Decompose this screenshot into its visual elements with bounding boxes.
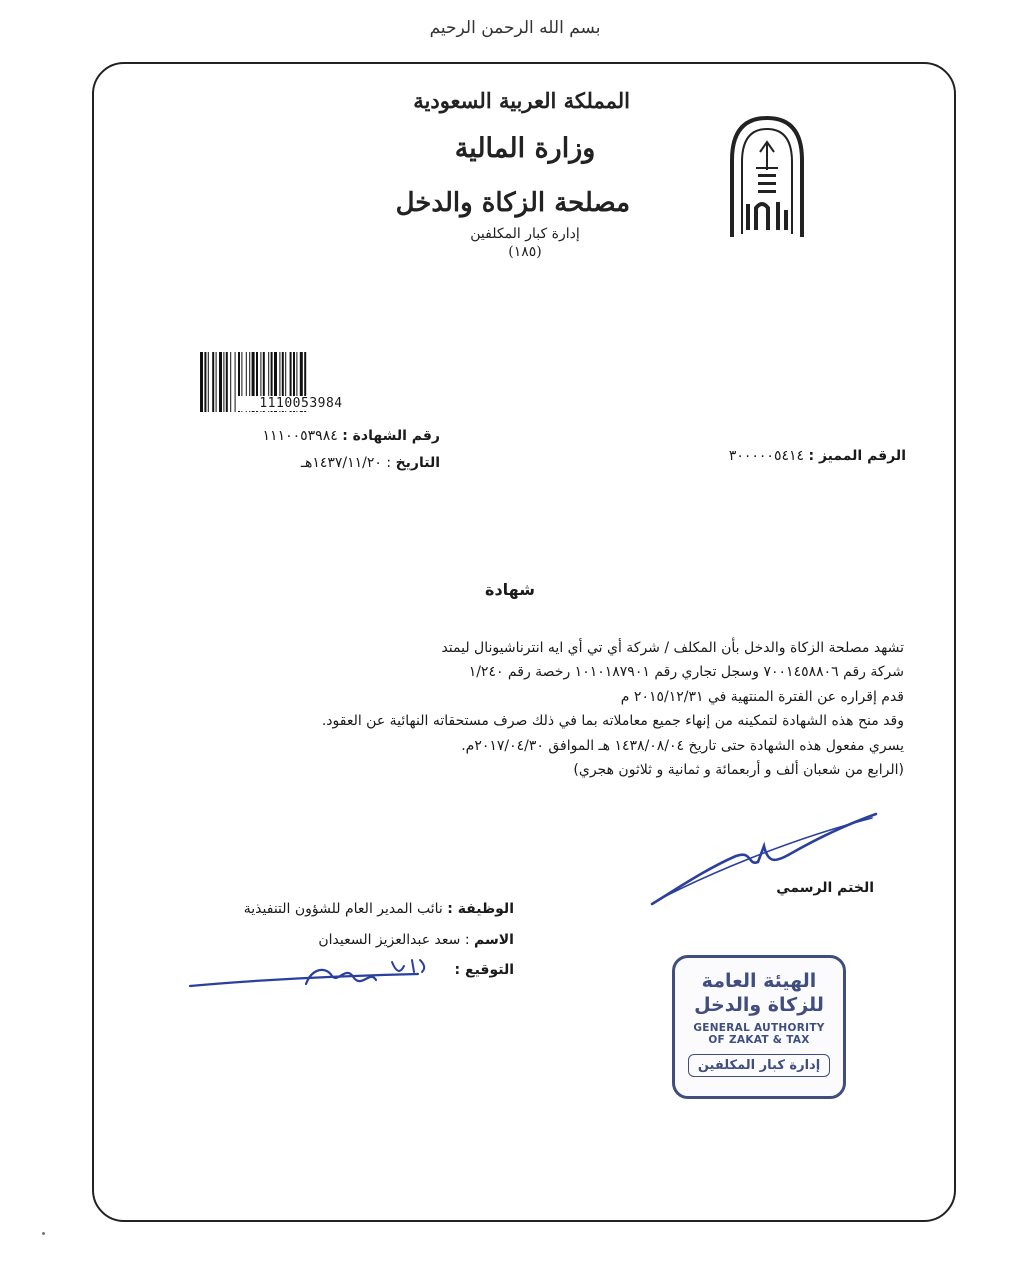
certificate-date-label: التاريخ (395, 455, 440, 471)
authority-stamp (672, 955, 846, 1099)
letterhead-office: إدارة كبار المكلفين (470, 226, 580, 242)
certificate-date-row (301, 455, 440, 471)
certificate-body (304, 636, 904, 782)
body-line: وقد منح هذه الشهادة لتمكينه من إنهاء جميع معاملاته بما في ذلك صرف مستحقاته النهائية عن العقود. (321, 713, 904, 730)
body-line: يسري مفعول هذه الشهادة حتى تاريخ ١٤٣٨/٠٨/٠٤ هـ الموافق ٢٠١٧/٠٤/٣٠م. (461, 737, 904, 754)
body-line: قدم إقراره عن الفترة المنتهية في ٢٠١٥/١٢/٣١ م (620, 688, 904, 705)
stamp-office: إدارة كبار المكلفين (688, 1054, 830, 1077)
certificate-number-label: رقم الشهادة : (342, 428, 440, 444)
signatory-name-row (318, 932, 514, 948)
role-value: نائب المدير العام للشؤون التنفيذية (243, 901, 443, 917)
body-line: (الرابع من شعبان ألف و أربعمائة و ثمانية و ثلاثون هجري) (573, 762, 904, 779)
body-line: تشهد مصلحة الزكاة والدخل بأن المكلف / شركة أي تي أي ايه انترناشيونال ليمتد (441, 640, 904, 656)
zakat-emblem-icon (722, 112, 812, 242)
signatory-signature-row (455, 962, 514, 978)
distinct-number-row (729, 448, 906, 464)
scan-speck (42, 1232, 45, 1235)
official-seal-label: الختم الرسمي (776, 880, 874, 896)
body-line: شركة رقم ٧٠٠١٤٥٨٨٠٦ وسجل تجاري رقم ١٠١٠١٨٧٩٠١ رخصة رقم ١/٢٤٠ (468, 664, 904, 681)
stamp-arabic-line2: للزكاة والدخل (694, 994, 824, 1016)
stamp-arabic-line1: الهيئة العامة (701, 970, 817, 992)
letterhead-ministry: وزارة المالية (454, 133, 596, 164)
name-label: الاسم (474, 932, 514, 948)
certificate-number-value: ١١١٠٠٥٣٩٨٤ (262, 428, 338, 444)
signature-label: التوقيع : (454, 962, 514, 978)
signatory-role-row (244, 901, 514, 917)
certificate-date-value: : ١٤٣٧/١١/٢٠هـ (300, 455, 392, 471)
certificate-number-row (263, 428, 440, 444)
stamp-english-line1: GENERAL AUTHORITY (693, 1022, 825, 1034)
letterhead-kingdom: المملكة العربية السعودية (413, 88, 630, 113)
signatory-signature-icon (186, 950, 436, 1000)
barcode-number: 1110053984 (236, 396, 366, 411)
distinct-number-value: ٣٠٠٠٠٠٥٤١٤ (728, 448, 805, 464)
basmala-header: بسم الله الرحمن الرحيم (429, 18, 601, 38)
role-label: الوظيفة : (447, 901, 514, 917)
name-value: : سعد عبدالعزيز السعيدان (318, 932, 470, 948)
distinct-number-label: الرقم المميز : (808, 448, 906, 464)
letterhead-department: مصلحة الزكاة والدخل (395, 188, 630, 218)
letterhead-office-code: (١٨٥) (508, 244, 542, 260)
certificate-title: شهادة (485, 580, 535, 599)
stamp-english-line2: OF ZAKAT & TAX (708, 1034, 810, 1046)
